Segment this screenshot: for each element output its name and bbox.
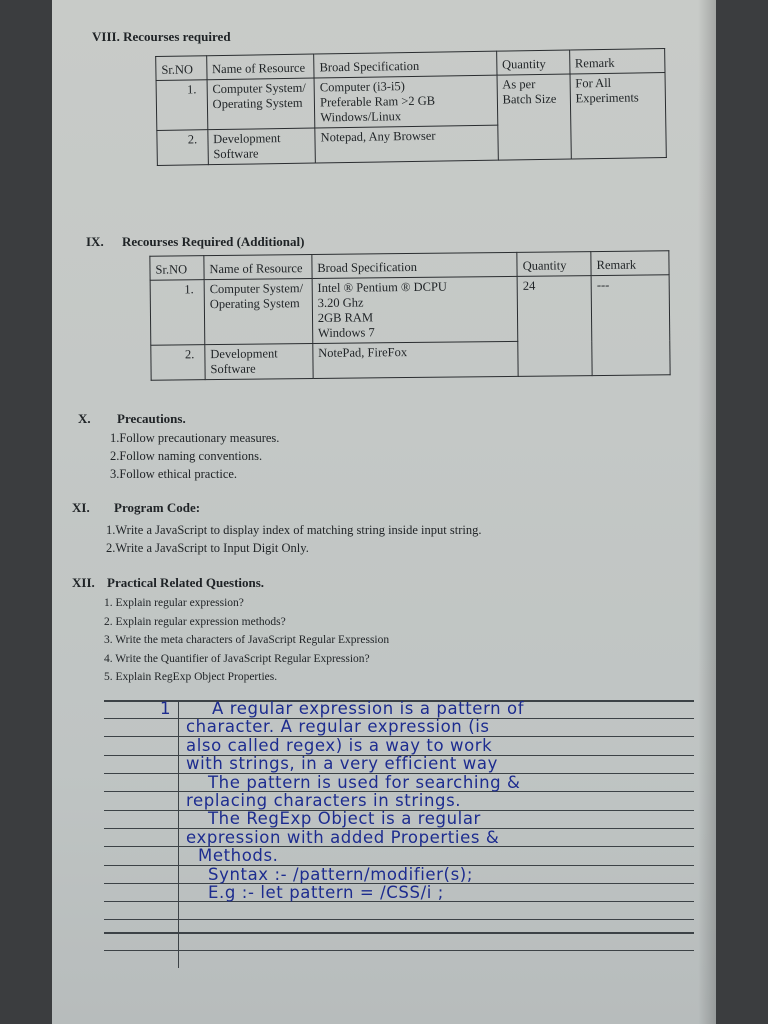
program-code-list bbox=[106, 521, 481, 557]
answer-line: expression with added Properties & bbox=[186, 827, 500, 847]
list-item: 3. Write the meta characters of JavaScript Regular Expression bbox=[104, 634, 390, 646]
list-item: 1. Explain regular expression? bbox=[104, 597, 244, 609]
list-item: 1.Follow precautionary measures. bbox=[110, 431, 280, 445]
answer-line: E.g :- let pattern = /CSS/i ; bbox=[208, 882, 444, 902]
answer-line: character. A regular expression (is bbox=[186, 717, 490, 737]
section-xii-title: Practical Related Questions. bbox=[107, 575, 265, 590]
row-sr-no: 2. bbox=[157, 130, 208, 166]
additional-resources-table bbox=[149, 250, 670, 380]
table-row bbox=[150, 275, 670, 345]
worksheet-page bbox=[52, 0, 716, 1024]
row-specification: Notepad, Any Browser bbox=[315, 125, 498, 163]
handwritten-answer bbox=[160, 700, 716, 902]
list-item: 5. Explain RegExp Object Properties. bbox=[104, 671, 278, 683]
answer-line: also called regex) is a way to work bbox=[186, 735, 493, 755]
header-broad-specification: Broad Specification bbox=[312, 252, 518, 278]
header-remark: Remark bbox=[591, 251, 669, 276]
section-x-title: Precautions. bbox=[117, 411, 186, 426]
row-sr-no: 1. bbox=[156, 80, 207, 131]
questions-list bbox=[104, 594, 389, 687]
section-xii-heading bbox=[72, 575, 264, 591]
ruled-line bbox=[104, 950, 694, 951]
list-item: 1.Write a JavaScript to display index of matching string inside input string. bbox=[106, 523, 482, 537]
answer-number: 1 bbox=[160, 699, 172, 718]
section-xi-number: XI. bbox=[72, 500, 90, 515]
row-quantity: 24 bbox=[517, 276, 592, 377]
precautions-list bbox=[110, 429, 279, 483]
section-xi-heading bbox=[72, 500, 200, 516]
section-ix-heading bbox=[86, 234, 304, 250]
section-xi-title: Program Code: bbox=[114, 500, 201, 515]
ruled-line bbox=[104, 932, 694, 934]
section-ix-title: Recourses Required (Additional) bbox=[122, 234, 305, 249]
row-specification: NotePad, FireFox bbox=[313, 341, 519, 378]
section-ix-number: IX. bbox=[86, 234, 104, 249]
list-item: 2.Write a JavaScript to Input Digit Only. bbox=[106, 541, 309, 555]
header-remark: Remark bbox=[569, 49, 665, 74]
answer-line: The pattern is used for searching & bbox=[208, 772, 521, 792]
header-quantity: Quantity bbox=[517, 252, 591, 277]
row-remark: --- bbox=[591, 275, 670, 376]
header-name-of-resource: Name of Resource bbox=[206, 54, 314, 80]
row-quantity: As per Batch Size bbox=[497, 74, 571, 160]
header-sr-no: Sr.NO bbox=[150, 256, 204, 281]
row-remark: For All Experiments bbox=[570, 73, 667, 159]
resources-table bbox=[155, 48, 667, 166]
answer-line: Methods. bbox=[198, 846, 279, 866]
list-item: 2.Follow naming conventions. bbox=[110, 449, 263, 463]
row-sr-no: 1. bbox=[150, 280, 205, 346]
section-x-heading bbox=[78, 411, 186, 427]
header-quantity: Quantity bbox=[496, 50, 569, 75]
section-xii-number: XII. bbox=[72, 575, 95, 590]
row-resource-name: Development Software bbox=[208, 128, 316, 165]
section-x-number: X. bbox=[78, 411, 91, 426]
header-sr-no: Sr.NO bbox=[156, 56, 207, 81]
answer-line: replacing characters in strings. bbox=[186, 790, 462, 810]
ruled-line bbox=[104, 919, 694, 920]
section-viii-heading: VIII. Recourses required bbox=[92, 29, 231, 44]
header-broad-specification: Broad Specification bbox=[314, 51, 497, 78]
row-resource-name: Computer System/ Operating System bbox=[204, 279, 313, 345]
answer-line: The RegExp Object is a regular bbox=[208, 809, 481, 829]
header-name-of-resource: Name of Resource bbox=[204, 255, 312, 280]
table-row bbox=[156, 73, 666, 131]
row-specification: Intel ® Pentium ® DCPU 3.20 Ghz 2GB RAM Windows 7 bbox=[312, 276, 518, 343]
list-item: 3.Follow ethical practice. bbox=[110, 467, 238, 481]
row-specification: Computer (i3-i5) Preferable Ram >2 GB Windows/Linux bbox=[314, 75, 497, 128]
answer-line: with strings, in a very efficient way bbox=[186, 754, 498, 774]
row-sr-no: 2. bbox=[151, 345, 205, 381]
row-resource-name: Development Software bbox=[205, 344, 313, 380]
list-item: 4. Write the Quantifier of JavaScript Regular Expression? bbox=[104, 652, 370, 665]
answer-line: Syntax :- /pattern/modifier(s); bbox=[208, 864, 473, 884]
answer-line: A regular expression is a pattern of bbox=[212, 699, 525, 718]
list-item: 2. Explain regular expression methods? bbox=[104, 615, 286, 628]
row-resource-name: Computer System/ Operating System bbox=[207, 78, 315, 130]
